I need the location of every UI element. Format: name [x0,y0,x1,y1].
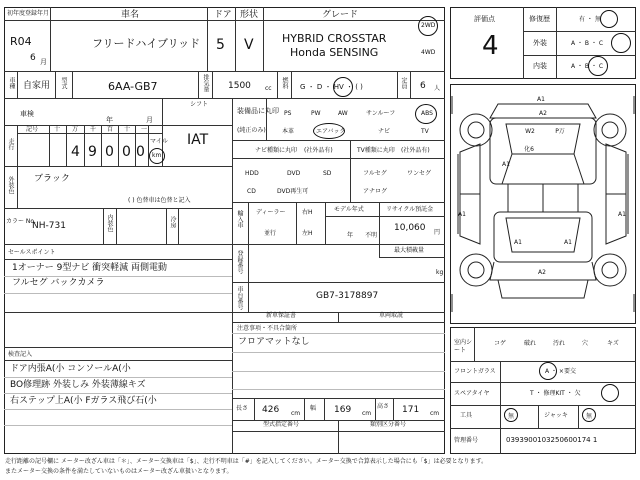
exterior-label: 外装 [533,39,547,47]
mileage-unit-km: km [152,152,162,159]
door-label: ドア [214,10,232,20]
exterior-color-value: ブラック [34,174,70,184]
footer-line-1: 走行距離の記号欄に メーター改ざん車は「＊」、メーター交換車は「$」、走行不明車は「#」を記入してください。メーター交換で合算表示した場合にも「$」は必要となります。 [5,458,488,465]
displacement-value: 1500 [228,81,251,91]
note-line-3: 右ステップ上A(小 Fガラス飛び石(小 [10,396,157,406]
interior-label: 内装 [533,62,547,70]
class-number-label: 類別区分番号 [370,421,407,428]
score-value: 4 [482,31,499,61]
caution-label: 注意事項・不具合箇所 [237,325,298,332]
model-year-word: 年 [347,232,354,239]
displacement-label: 排気量 [202,74,209,92]
shape-value: V [244,37,254,53]
selling-point-line-2: フルセグ バックカメラ [12,278,105,288]
drive-2wd: 2WD [421,22,436,29]
reg-date-label: 初年度登録年月 [7,10,50,17]
damage-mark-windshield: W2 [525,128,535,135]
shaken-month-unit: 月 [146,116,153,124]
exterior-options: A ・ B ・ C [571,40,604,47]
capacity-unit: 人 [434,85,441,92]
interior-b-circle [588,56,608,76]
damage-mark-roof: 化6 [524,146,534,153]
chassis-value: GB7-3178897 [316,291,379,301]
recycle-unit: 円 [434,229,441,236]
abs-circle [415,104,437,124]
mileage-label: 走行 [7,138,14,150]
reg-year: R04 [10,35,32,48]
spare-missing-circle [601,384,619,402]
airbag-circle [313,123,345,139]
width-label: 幅 [310,405,317,412]
damage-mark-front-top: A1 [537,96,545,103]
shift-label: シフト [190,101,209,108]
type-designation-label: 型式指定番号 [263,421,300,428]
car-name-value: フリードハイブリッド [92,37,201,50]
selling-point-line-1: 1オーナー 9型ナビ 衝突軽減 両側電動 [12,263,168,273]
grade-line2: Honda SENSING [290,46,379,59]
score-label: 評価点 [474,15,495,23]
repair-history-options: 有 ・ 無 [579,16,601,23]
tv-type-sub: (社外品有) [401,147,430,154]
car-type-label: 車種 [8,77,15,89]
spare-tire-label: スペアタイヤ [454,390,490,397]
fuel-hv-circle [333,77,353,97]
note-line-1: ドア内張A(小 コンソールA(小 [10,364,131,374]
management-number-value: 0393900103250600174 1 [506,436,598,444]
height-unit: cm [430,410,440,417]
import-parallel: 並行 [264,230,277,237]
color-code-label: カラー No. [6,218,36,225]
model-value: 6AA-GB7 [108,80,158,93]
recycle-label: リサイクル預託金 [386,206,434,213]
mileage-unit-mile: マイル [150,138,168,145]
exterior-c-circle [611,33,631,53]
damage-mark-windshield-right: P万 [555,128,565,135]
capacity-label: 定員 [400,77,407,89]
shift-value: IAT [187,132,209,148]
caution-value: フロアマットなし [238,337,310,347]
color-code-value: NH-731 [32,221,66,231]
nav-type-sub: (社外品有) [304,147,333,154]
damage-mark-rear-left: A1 [514,239,522,246]
import-dealer: ディーラー [256,209,286,216]
height-label: 高さ [377,403,390,410]
reg-month-unit: 月 [40,58,47,66]
interior-options: A ・ B ・ C [571,63,604,70]
jack-label: ジャッキ [544,412,568,419]
fuel-label: 燃料 [281,77,288,89]
import-left-hand: 左H [302,230,313,237]
displacement-unit: cc [265,85,272,92]
width-value: 169 [334,405,352,415]
damage-mark-left-front: A1 [502,161,510,168]
equipment-sublabel: (純正のみ) [237,127,266,134]
interior-color-label: 内装色 [106,214,113,232]
import-right-hand: 右H [302,209,313,216]
shaken-label: 車検 [20,110,34,118]
car-damage-diagram [450,84,636,324]
interior-sheet-label: 室内シート [454,339,473,354]
color-change-note: ( ) 色替車は色替と記入 [128,197,191,204]
fuel-options: G ・ D ・ HV ・ ( ) [300,83,363,91]
damage-mark-front-hood: A2 [539,110,547,117]
new-car-warranty: 新車保証書 [266,312,297,319]
recycle-value: 10,060 [394,223,426,233]
selling-points-label: セールスポイント [8,249,56,256]
tools-value: 無 [508,413,515,420]
name-label: 車名 [121,10,140,20]
grade-line1: HYBRID CROSSTAR [282,32,387,45]
max-load-label: 最大積載量 [394,247,425,254]
model-year-unknown: 不明 [365,232,378,239]
jack-none-circle [582,408,596,422]
damage-mark-rear-center: A2 [538,269,546,276]
shaken-year-unit: 年 [106,116,113,124]
equipment-label: 装備品に丸印 [237,107,279,115]
front-glass-a-circle [539,362,557,380]
model-year-label: モデル年式 [334,206,364,213]
aircon-label: 冷房 [169,216,176,228]
management-number-label: 管理番号 [454,437,479,444]
exterior-color-label: 外装色 [7,176,14,194]
import-label: 輸入車 [236,210,243,228]
length-unit: cm [291,410,301,417]
damage-mark-right-sill: A1 [618,211,626,218]
front-glass-label: フロントガラス [454,368,496,375]
notes-label: 検査記入 [8,351,33,358]
note-line-2: BO修理跡 外装しみ 外装薄線キズ [10,380,146,390]
grade-label: グレード [322,10,359,20]
length-label: 長さ [236,405,249,412]
tools-label: 工具 [460,412,473,419]
footer-line-2: またメーター交換の条件を満たしていないものはメーター改ざん車扱いとなります。 [5,468,233,475]
tools-none-circle [504,408,518,422]
model-label: 型式 [60,77,67,89]
tv-type-label: TV種類に丸印 [357,147,395,154]
damage-mark-rear-right: A1 [564,239,572,246]
nav-type-label: ナビ種類に丸印 [255,147,298,154]
length-value: 426 [262,405,280,415]
repair-history-label: 修復歴 [529,15,550,23]
reg-month: 6 [30,53,36,63]
drive-4wd: 4WD [421,49,436,56]
door-value: 5 [216,37,225,53]
height-value: 171 [402,405,420,415]
damage-mark-left-sill: A1 [458,211,466,218]
capacity-value: 6 [420,81,426,91]
spare-tire-options: T ・ 修理KIT ・ 欠 [530,390,581,397]
chassis-label: 車台番号 [236,286,243,310]
max-load-unit: kg [436,269,444,276]
vehicle-manual: 車両取説 [379,312,404,319]
shape-label: 形状 [240,10,259,20]
car-type-value: 自家用 [23,81,51,91]
repair-none-circle [600,10,618,28]
front-glass-options: A ・ ×要交 [545,368,576,375]
width-unit: cm [362,410,372,417]
jack-value: 無 [586,413,593,420]
registration-number-label: 登録番号 [236,250,243,274]
